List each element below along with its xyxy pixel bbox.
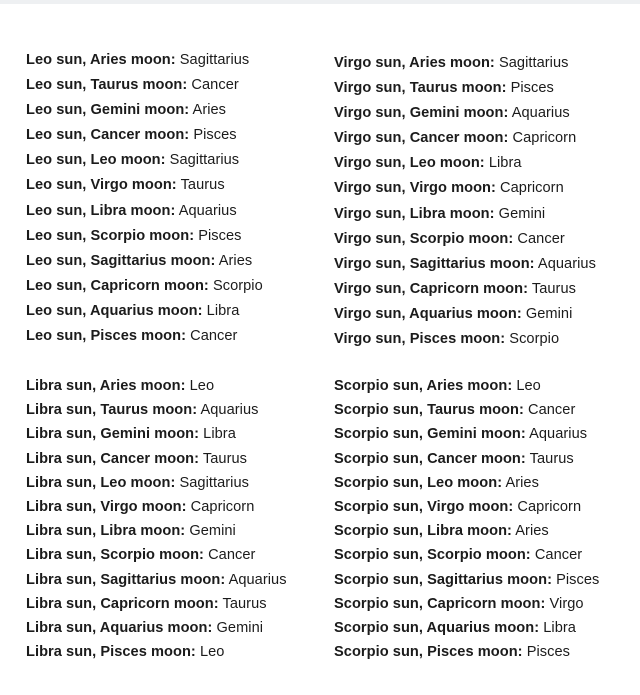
rising-sign: Libra xyxy=(488,155,522,172)
sun-moon-combo: Scorpio sun, Scorpio moon: xyxy=(334,547,531,564)
sun-moon-combo: Scorpio sun, Cancer moon: xyxy=(334,450,526,467)
sun-moon-combo: Virgo sun, Taurus moon: xyxy=(334,80,507,97)
leo-sun-line xyxy=(26,274,326,299)
sun-moon-combo: Libra sun, Cancer moon: xyxy=(26,450,200,467)
sun-moon-combo: Virgo sun, Cancer moon: xyxy=(334,130,509,147)
sun-moon-combo: Libra sun, Taurus moon: xyxy=(26,402,198,419)
sun-moon-combo: Leo sun, Leo moon: xyxy=(26,152,166,169)
virgo-sun-line xyxy=(334,252,634,277)
sun-moon-combo: Scorpio sun, Leo moon: xyxy=(334,474,503,491)
virgo-sun-line xyxy=(334,126,634,151)
rising-sign: Sagittarius xyxy=(179,52,250,68)
sun-moon-combo: Scorpio sun, Aries moon: xyxy=(334,378,513,394)
sun-moon-combo: Leo sun, Cancer moon: xyxy=(26,127,190,144)
sun-moon-combo: Leo sun, Capricorn moon: xyxy=(26,277,209,294)
sun-moon-combo: Scorpio sun, Capricorn moon: xyxy=(334,595,546,612)
rising-sign: Pisces xyxy=(556,571,600,588)
sun-moon-combo: Virgo sun, Aries moon: xyxy=(334,55,495,71)
rising-sign: Gemini xyxy=(498,205,546,222)
libra-sun-block xyxy=(26,374,326,664)
rising-sign: Leo xyxy=(199,644,225,661)
scorpio-sun-line xyxy=(334,398,634,422)
rising-sign: Virgo xyxy=(549,595,584,612)
rising-sign: Leo xyxy=(516,378,541,394)
scorpio-sun-line xyxy=(334,568,634,592)
libra-sun-line xyxy=(26,640,326,664)
rising-sign: Cancer xyxy=(517,230,565,247)
libra-sun-line xyxy=(26,592,326,616)
sun-moon-combo: Leo sun, Pisces moon: xyxy=(26,328,186,345)
rising-sign: Libra xyxy=(206,302,240,319)
rising-sign: Aries xyxy=(505,474,539,491)
rising-sign: Pisces xyxy=(193,127,237,144)
virgo-sun-line xyxy=(334,101,634,126)
rising-sign: Leo xyxy=(189,378,215,394)
sun-moon-combo: Virgo sun, Leo moon: xyxy=(334,155,485,172)
sun-moon-combo: Libra sun, Leo moon: xyxy=(26,474,176,491)
sun-moon-combo: Libra sun, Virgo moon: xyxy=(26,498,187,515)
rising-sign: Aquarius xyxy=(178,202,237,219)
libra-sun-line xyxy=(26,447,326,471)
rising-sign: Cancer xyxy=(208,547,256,564)
rising-sign: Taurus xyxy=(222,595,267,612)
rising-sign: Capricorn xyxy=(500,180,564,197)
sun-moon-combo: Libra sun, Scorpio moon: xyxy=(26,547,204,564)
sun-moon-combo: Virgo sun, Gemini moon: xyxy=(334,105,509,122)
rising-sign: Sagittarius xyxy=(498,55,569,71)
scorpio-sun-block xyxy=(334,374,634,664)
leo-sun-line xyxy=(26,249,326,274)
sun-moon-combo: Leo sun, Virgo moon: xyxy=(26,177,177,194)
rising-sign: Capricorn xyxy=(190,498,255,515)
rising-sign: Cancer xyxy=(191,77,239,94)
libra-sun-line xyxy=(26,519,326,543)
rising-sign: Taurus xyxy=(202,450,248,467)
rising-sign: Pisces xyxy=(510,80,554,97)
sun-moon-combo: Leo sun, Gemini moon: xyxy=(26,102,190,119)
sun-moon-combo: Leo sun, Libra moon: xyxy=(26,202,176,219)
sun-moon-combo: Leo sun, Sagittarius moon: xyxy=(26,252,216,269)
leo-sun-line xyxy=(26,73,326,98)
rising-sign: Aquarius xyxy=(537,255,596,272)
sun-moon-combo: Scorpio sun, Gemini moon: xyxy=(334,426,526,443)
rising-sign: Scorpio xyxy=(212,277,263,294)
rising-sign: Sagittarius xyxy=(179,474,249,491)
leo-sun-line xyxy=(26,173,326,198)
rising-sign: Cancer xyxy=(190,328,238,345)
sun-moon-combo: Libra sun, Aries moon: xyxy=(26,378,186,394)
rising-sign: Sagittarius xyxy=(169,152,240,169)
scorpio-sun-line xyxy=(334,447,634,471)
scorpio-sun-line xyxy=(334,519,634,543)
sun-moon-combo: Virgo sun, Pisces moon: xyxy=(334,331,506,348)
sun-moon-combo: Virgo sun, Libra moon: xyxy=(334,205,495,222)
libra-sun-line xyxy=(26,471,326,495)
sun-moon-combo: Virgo sun, Virgo moon: xyxy=(334,180,496,197)
virgo-sun-line xyxy=(334,227,634,252)
sun-moon-combo: Leo sun, Aquarius moon: xyxy=(26,302,203,319)
rising-sign: Pisces xyxy=(526,644,570,661)
libra-sun-line xyxy=(26,568,326,592)
rising-sign: Capricorn xyxy=(512,130,577,147)
rising-sign: Aries xyxy=(515,523,549,540)
scorpio-sun-line xyxy=(334,543,634,567)
sun-moon-combo: Scorpio sun, Aquarius moon: xyxy=(334,619,540,636)
rising-sign: Capricorn xyxy=(517,498,582,515)
sun-moon-combo: Libra sun, Libra moon: xyxy=(26,523,186,540)
rising-sign: Libra xyxy=(543,619,576,636)
rising-sign: Pisces xyxy=(198,227,242,244)
leo-sun-line xyxy=(26,98,326,123)
virgo-sun-block xyxy=(334,51,634,352)
top-divider xyxy=(0,0,640,4)
sun-moon-combo: Libra sun, Aquarius moon: xyxy=(26,619,213,636)
rising-sign: Taurus xyxy=(529,450,574,467)
sun-moon-combo: Scorpio sun, Sagittarius moon: xyxy=(334,571,552,588)
virgo-sun-line xyxy=(334,202,634,227)
rising-sign: Aquarius xyxy=(511,105,570,122)
sun-moon-combo: Virgo sun, Sagittarius moon: xyxy=(334,255,535,272)
scorpio-sun-line xyxy=(334,374,634,398)
leo-sun-line xyxy=(26,224,326,249)
rising-sign: Cancer xyxy=(534,547,583,564)
sun-moon-combo: Virgo sun, Capricorn moon: xyxy=(334,280,529,297)
sun-moon-combo: Libra sun, Pisces moon: xyxy=(26,644,196,661)
sun-moon-combo: Virgo sun, Aquarius moon: xyxy=(334,305,522,322)
libra-sun-line xyxy=(26,374,326,398)
scorpio-sun-line xyxy=(334,616,634,640)
sun-moon-combo: Scorpio sun, Taurus moon: xyxy=(334,402,524,419)
virgo-sun-line xyxy=(334,151,634,176)
scorpio-sun-line xyxy=(334,495,634,519)
rising-sign: Scorpio xyxy=(509,331,560,348)
leo-sun-line xyxy=(26,199,326,224)
rising-sign: Aries xyxy=(192,102,227,119)
rising-sign: Aquarius xyxy=(200,402,259,419)
rising-sign: Gemini xyxy=(189,523,236,540)
virgo-sun-line xyxy=(334,277,634,302)
sun-moon-combo: Libra sun, Capricorn moon: xyxy=(26,595,219,612)
leo-sun-line xyxy=(26,123,326,148)
sun-moon-combo: Scorpio sun, Libra moon: xyxy=(334,523,512,540)
leo-sun-line xyxy=(26,48,326,73)
rising-sign: Libra xyxy=(203,426,236,443)
sun-moon-combo: Libra sun, Gemini moon: xyxy=(26,426,200,443)
rising-sign: Aries xyxy=(218,252,253,269)
rising-sign: Cancer xyxy=(528,402,576,419)
rising-sign: Aquarius xyxy=(529,426,588,443)
virgo-sun-line xyxy=(334,51,634,76)
leo-sun-block xyxy=(26,48,326,349)
rising-sign: Taurus xyxy=(180,177,225,194)
libra-sun-line xyxy=(26,495,326,519)
scorpio-sun-line xyxy=(334,422,634,446)
sun-moon-combo: Leo sun, Aries moon: xyxy=(26,52,176,68)
leo-sun-line xyxy=(26,299,326,324)
rising-sign: Taurus xyxy=(531,280,576,297)
scorpio-sun-line xyxy=(334,640,634,664)
leo-sun-line xyxy=(26,324,326,349)
libra-sun-line xyxy=(26,398,326,422)
libra-sun-line xyxy=(26,543,326,567)
rising-sign: Aquarius xyxy=(228,571,287,588)
sun-moon-combo: Virgo sun, Scorpio moon: xyxy=(334,230,514,247)
sun-moon-combo: Scorpio sun, Pisces moon: xyxy=(334,644,523,661)
sun-moon-combo: Leo sun, Scorpio moon: xyxy=(26,227,195,244)
sun-moon-combo: Scorpio sun, Virgo moon: xyxy=(334,498,514,515)
virgo-sun-line xyxy=(334,302,634,327)
virgo-sun-line xyxy=(334,327,634,352)
virgo-sun-line xyxy=(334,176,634,201)
rising-sign: Gemini xyxy=(216,619,264,636)
scorpio-sun-line xyxy=(334,471,634,495)
scorpio-sun-line xyxy=(334,592,634,616)
virgo-sun-line xyxy=(334,76,634,101)
sun-moon-combo: Leo sun, Taurus moon: xyxy=(26,77,188,94)
sun-moon-combo: Libra sun, Sagittarius moon: xyxy=(26,571,226,588)
libra-sun-line xyxy=(26,422,326,446)
libra-sun-line xyxy=(26,616,326,640)
leo-sun-line xyxy=(26,148,326,173)
rising-sign: Gemini xyxy=(525,305,573,322)
